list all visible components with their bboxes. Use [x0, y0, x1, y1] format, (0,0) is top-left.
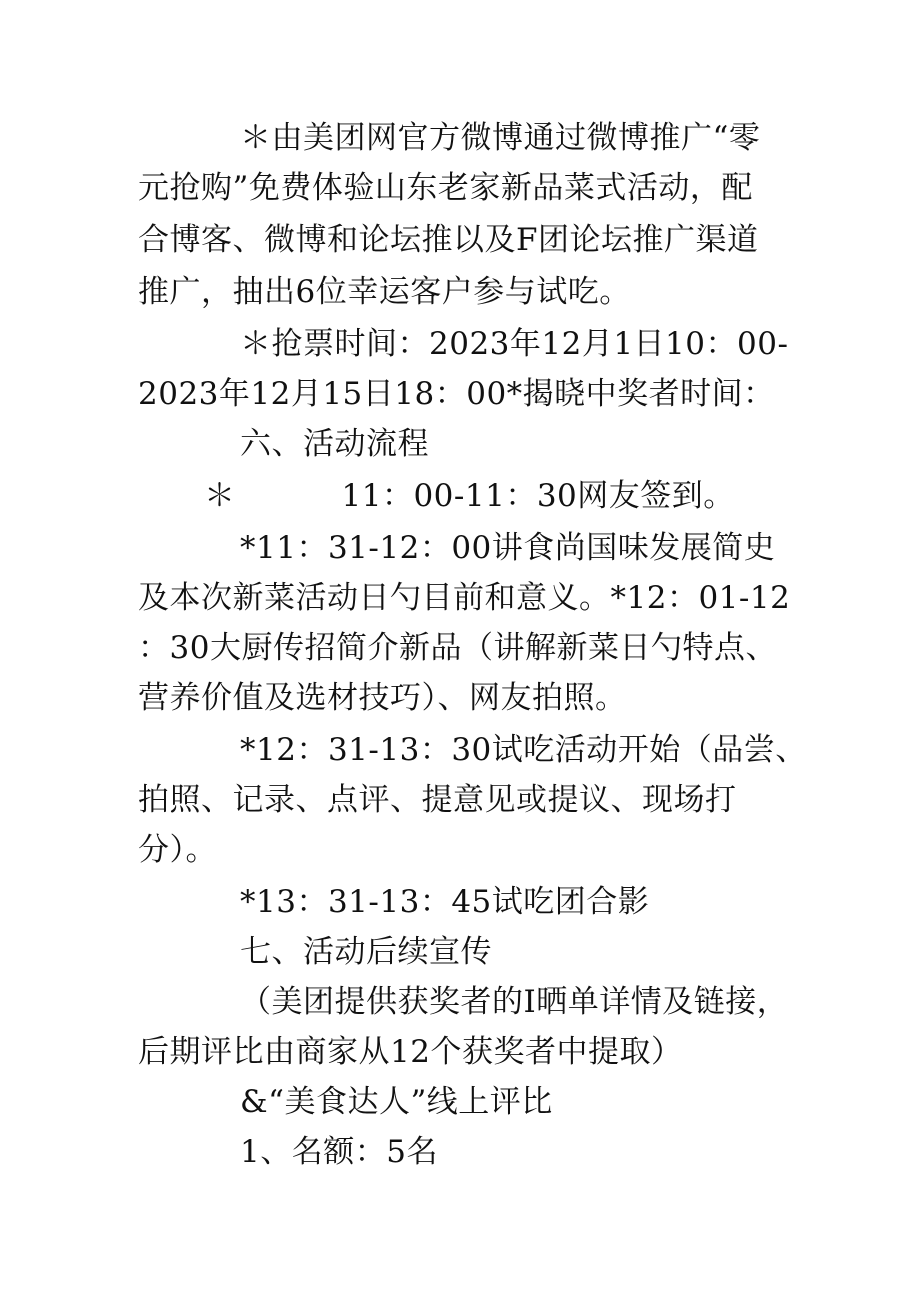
schedule-line [204, 476, 735, 516]
bullet-mark: ＊ [204, 478, 236, 514]
paragraph-line: 营养价值及选材技巧）、网友拍照。 [138, 680, 627, 716]
paragraph-line: 分）。 [138, 832, 217, 868]
paragraph-line: 推广，抽出6位幸运客户参与试吃。 [138, 274, 631, 310]
paragraph-line: ＊抢票时间：2023年12月1日10：00- [240, 326, 789, 362]
paragraph-line: ：30大厨传招简介新品（讲解新菜日勺特点、 [138, 630, 777, 666]
schedule-text: 11：00-11：30网友签到。 [341, 478, 735, 514]
section-heading: 七、活动后续宣传 [240, 934, 492, 970]
paragraph-line: *11：31-12：00讲食尚国味发展简史 [240, 530, 776, 566]
list-item: 1、名额：5名 [240, 1134, 438, 1170]
paragraph-line: 元抢购”免费体验山东老家新品菜式活动，配 [138, 170, 753, 206]
paragraph-line: *13：31-13：45试吃团合影 [240, 884, 650, 920]
paragraph-line: ＊由美团网官方微博通过微博推广“零 [240, 120, 761, 156]
paragraph-line: （美团提供获奖者的I晒单详情及链接， [240, 984, 789, 1020]
section-heading: 六、活动流程 [240, 426, 429, 462]
paragraph-line: 2023年12月15日18：00*揭晓中奖者时间： [138, 376, 775, 412]
paragraph-line: 及本次新菜活动日勺目前和意义。*12：01-12 [138, 580, 791, 616]
paragraph-line: 后期评比由商家从12个获奖者中提取） [138, 1034, 683, 1070]
subheading: &“美食达人”线上评比 [240, 1084, 553, 1120]
paragraph-line: 拍照、记录、点评、提意见或提议、现场打 [138, 782, 737, 818]
paragraph-line: 合博客、微博和论坛推以及F团论坛推广渠道 [138, 222, 759, 258]
paragraph-line: *12：31-13：30试吃活动开始（品尝、 [240, 732, 807, 768]
